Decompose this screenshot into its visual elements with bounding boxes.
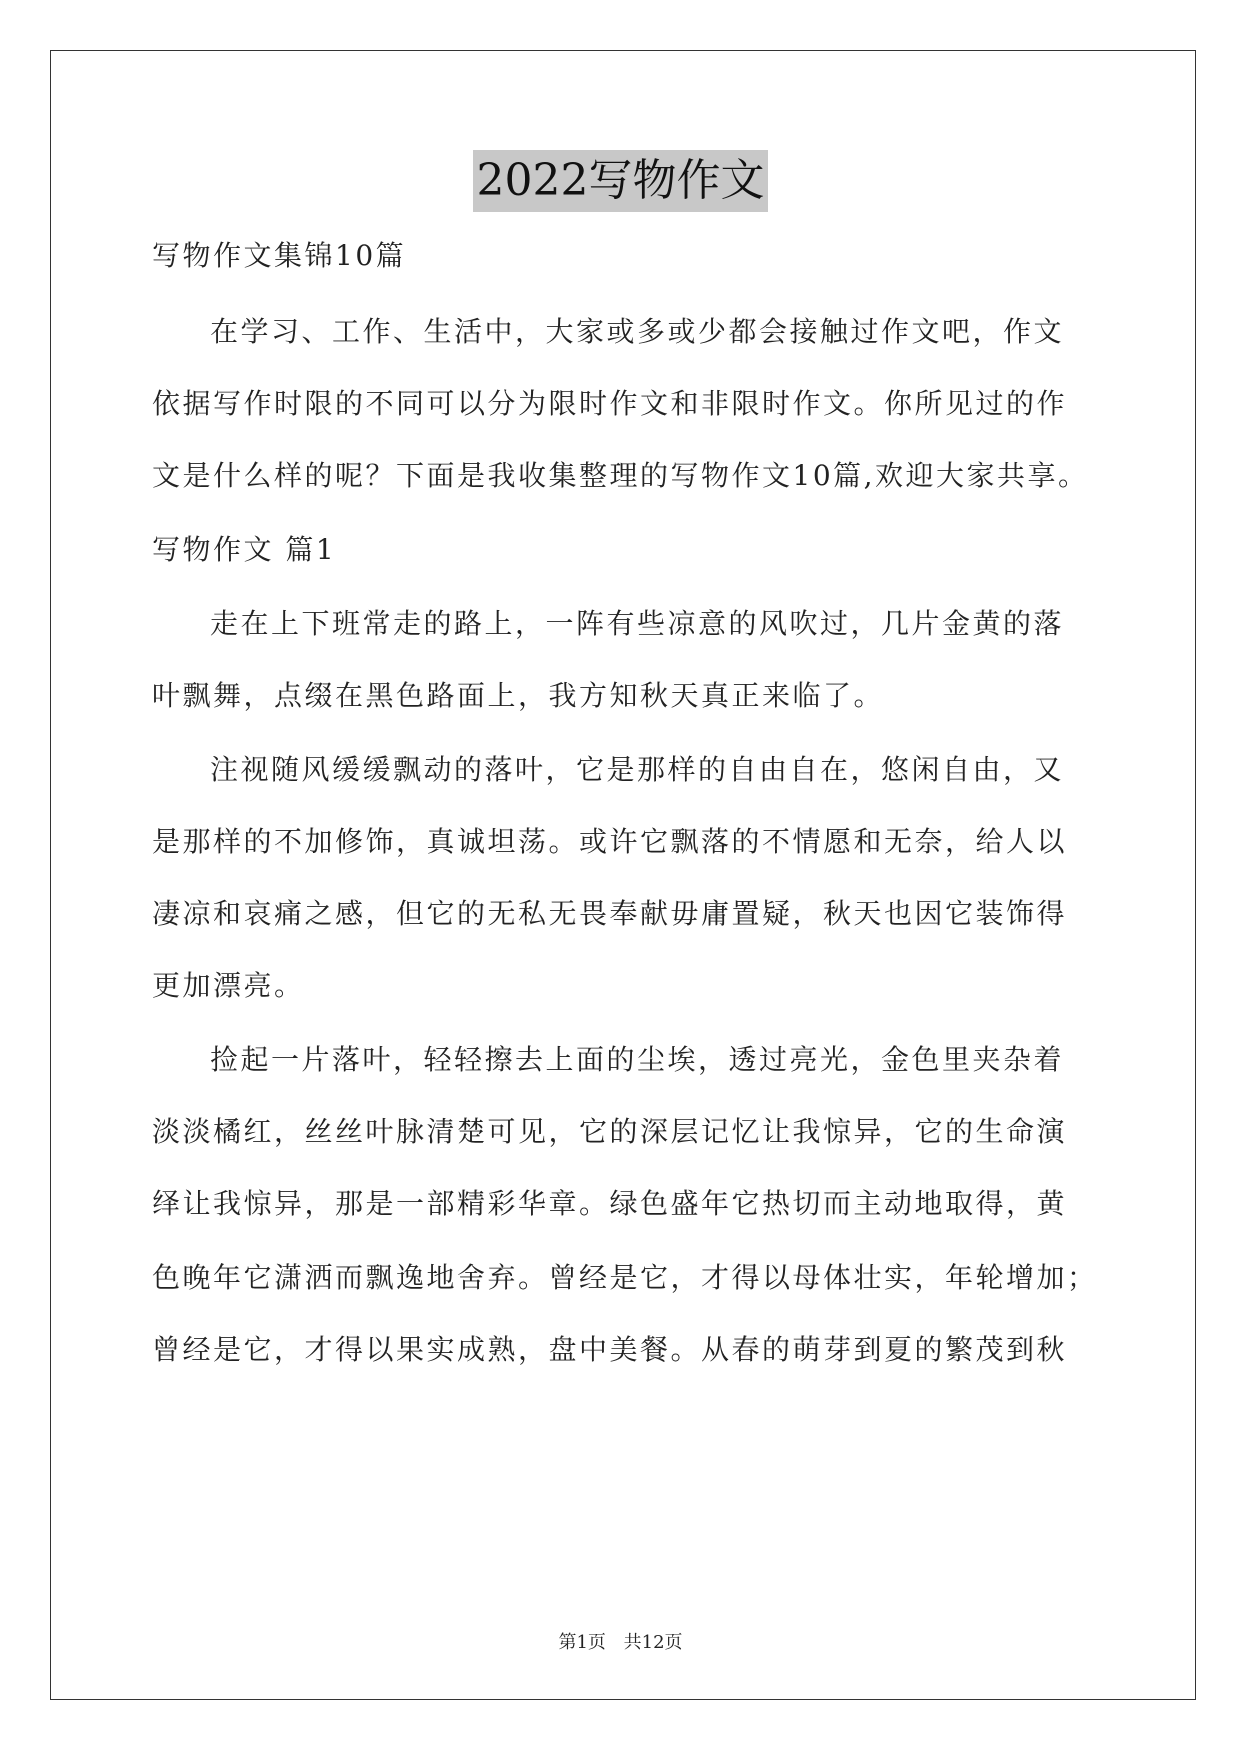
paragraph-line: 捡起一片落叶，轻轻擦去上面的尘埃，透过亮光，金色里夹杂着 <box>210 1043 1065 1076</box>
paragraph-line: 走在上下班常走的路上，一阵有些凉意的风吹过，几片金黄的落 <box>210 607 1065 640</box>
paragraph-line: 在学习、工作、生活中，大家或多或少都会接触过作文吧，作文 <box>210 315 1065 348</box>
paragraph-line: 依据写作时限的不同可以分为限时作文和非限时作文。你所见过的作 <box>152 387 1068 420</box>
page-border <box>50 50 1196 1700</box>
paragraph-line: 淡淡橘红，丝丝叶脉清楚可见，它的深层记忆让我惊异，它的生命演 <box>152 1115 1068 1148</box>
paragraph-line: 曾经是它，才得以果实成熟，盘中美餐。从春的萌芽到夏的繁茂到秋 <box>152 1333 1068 1366</box>
section-heading: 写物作文 篇1 <box>152 533 337 566</box>
paragraph-line: 色晚年它潇洒而飘逸地舍弃。曾经是它，才得以母体壮实，年轮增加； <box>152 1261 1098 1294</box>
document-title: 2022写物作文 <box>473 150 769 212</box>
paragraph-line: 文是什么样的呢？下面是我收集整理的写物作文10篇,欢迎大家共享。 <box>152 459 1089 492</box>
paragraph-line: 注视随风缓缓飘动的落叶，它是那样的自由自在，悠闲自由，又 <box>210 753 1065 786</box>
title-container <box>0 150 1241 212</box>
paragraph-line: 是那样的不加修饰，真诚坦荡。或许它飘落的不情愿和无奈，给人以 <box>152 825 1068 858</box>
page-total: 共12页 <box>623 1632 683 1653</box>
paragraph-line: 更加漂亮。 <box>152 969 305 1002</box>
page-footer <box>0 1628 1241 1654</box>
paragraph-line: 叶飘舞，点缀在黑色路面上，我方知秋天真正来临了。 <box>152 679 885 712</box>
page-number: 第1页 <box>558 1632 606 1653</box>
paragraph-line: 凄凉和哀痛之感，但它的无私无畏奉献毋庸置疑，秋天也因它装饰得 <box>152 897 1068 930</box>
subtitle: 写物作文集锦10篇 <box>152 239 407 272</box>
paragraph-line: 绎让我惊异，那是一部精彩华章。绿色盛年它热切而主动地取得，黄 <box>152 1187 1068 1220</box>
